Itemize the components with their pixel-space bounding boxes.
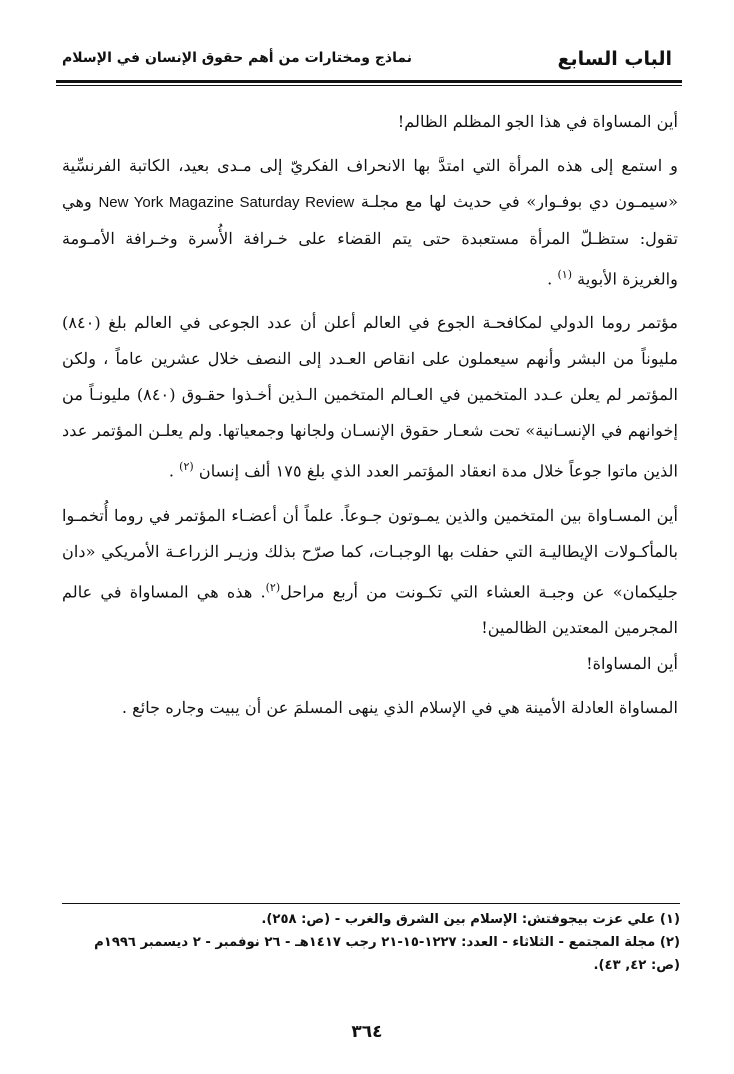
magazine-name: New York Magazine Saturday Review (98, 194, 355, 211)
paragraph-4 (62, 498, 678, 646)
footnote-2: (٢) مجلة المجتمع - الثلاثاء - العدد: ١٢٢٧-١٥-٢١ رجب ١٤١٧هـ - ٢٦ نوفمبر - ٢ ديسمبر ١٩٩٦م (ص: ٤٢, ٤٣). (94, 935, 680, 973)
chapter-label: الباب السابع (557, 48, 672, 70)
paragraph-3-text: مؤتمر روما الدولي لمكافحـة الجوع في العالم أعلن أن عدد الجوعى في العالم بلغ (٨٤٠) مليوناً من البشر وأنهم سيعملون على انقاص العـدد إلى النصف خلال عشرين عاماً ، ولكن المؤتمر لم يعلن عـدد المتخمين في العـالم المتخمين الـذين أخـذوا حقـوق (٨٤٠) مليونـاً من إخوانهم في الإنسـانية» تحت شعـار حقوق الإنسـان ولجانها وجمعياتها. ولم يعلـن المؤتمر عدد الذين ماتوا جوعاً خلال مدة انعقاد المؤتمر العدد الذي بلغ ١٧٥ ألف إنسان (62, 313, 678, 481)
footnote-ref-2b: (٢) (265, 580, 281, 594)
footnote-ref-1: (١) (557, 268, 572, 281)
header-rule-thick (56, 80, 682, 83)
main-text (62, 104, 678, 726)
paragraph-6: المساواة العادلة الأمينة هي في الإسلام الذي ينهى المسلمَ عن أن يبيت وجاره جائع . (121, 698, 678, 718)
footnote-rule (62, 903, 680, 904)
running-header (60, 44, 678, 78)
paragraph-1: أين المساواة في هذا الجو المظلم الظالم! (397, 112, 678, 131)
header-rule-thin (56, 85, 682, 86)
running-title: نماذج ومختارات من أهم حقوق الإنسان في الإسلام (62, 50, 413, 66)
footnote-ref-2: (٢) (179, 460, 194, 474)
paragraph-3 (62, 305, 678, 489)
footnotes (62, 908, 680, 977)
paragraph-2-part-a: و استمع إلى هذه المرأة التي امتدَّ بها الانحراف الفكريّ إلى مـدى بعيد، الكاتبة الفرنسِّية «سيمـون دي بوفـوار» في حديث لها مع مجلـة (62, 156, 678, 211)
paragraph-2-end: . (547, 269, 553, 289)
page-number: ٣٦٤ (351, 1022, 383, 1042)
paragraph-5: أين المساواة! (586, 654, 678, 674)
paragraph-3-end: . (168, 461, 174, 481)
paragraph-2-part-b: وهي تقول: ستظـلّ المرأة مستعبدة حتى يتم القضاء على خـرافة الأُسرة وخـرافة الأمـومة والغريزة الأبوية (62, 192, 678, 289)
footnote-1: (١) علي عزت بيجوفتش: الإسلام بين الشرق والغرب - (ص: ٢٥٨). (261, 912, 680, 927)
paragraph-4-end: . هذه هي المساواة في عالم المجرمين المعتدين الظالمين! (62, 582, 678, 638)
paragraph-2 (62, 148, 678, 297)
paragraph-4-text: أين المسـاواة بين المتخمين والذين يمـوتون جـوعاً. علماً أن أعضـاء المؤتمر في روما أُتخمـوا بالمأكـولات الإيطاليـة التي حفلت بها الوجبـات، كما صرّح بذلك وزيـر الزراعـة الأمريكي «دان جليكمان» عن وجبـة العشاء التي تكـونت من أربع مراحل (62, 505, 678, 602)
